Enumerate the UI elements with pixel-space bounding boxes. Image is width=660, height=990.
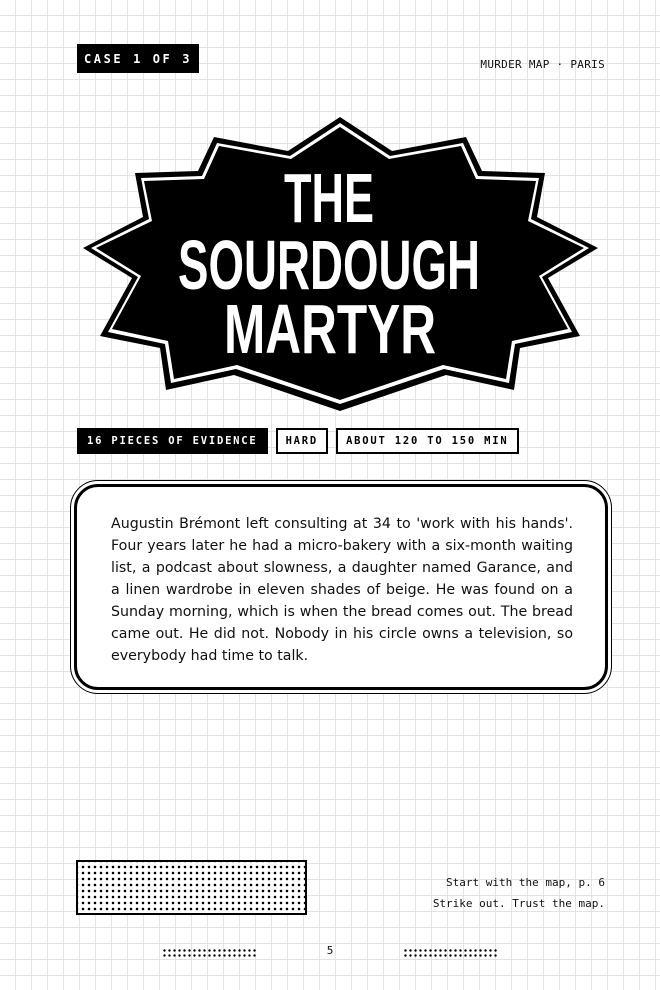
- halftone-dots-box: [76, 860, 307, 915]
- title-line-the: THE: [284, 159, 374, 237]
- case-summary-card: [70, 480, 612, 694]
- hint-start-with-map: Start with the map, p. 6: [446, 876, 605, 889]
- hint-block: [433, 872, 605, 914]
- case-summary-frame: [74, 484, 608, 690]
- difficulty-tag: HARD: [276, 428, 329, 454]
- title-burst: [82, 115, 602, 415]
- duration-tag: ABOUT 120 TO 150 MIN: [336, 428, 518, 454]
- case-badge: CASE 1 OF 3: [77, 44, 199, 73]
- page-number: 5: [326, 944, 334, 957]
- footer-dots-right: [403, 948, 499, 958]
- case-tags: [77, 428, 519, 454]
- title-line-sourdough: SOURDOUGH: [178, 226, 480, 304]
- evidence-count-tag: 16 PIECES OF EVIDENCE: [77, 428, 268, 454]
- hint-trust-the-map: Strike out. Trust the map.: [432, 897, 605, 910]
- series-label: MURDER MAP · PARIS: [480, 58, 605, 71]
- case-summary-text: Augustin Brémont left consulting at 34 to 'work with his hands'. Four years later he had a micro-bakery with a six-month waiting list, a podcast about slowness, a daughter named Garance, and a linen wardrobe in eleven shades of beige. He was found on a Sunday morning, which is when the bread comes out. The bread came out. He did not. Nobody in his circle owns a television, so everybody had time to talk.: [111, 516, 573, 664]
- title-line-martyr: MARTYR: [224, 290, 436, 368]
- footer-dots-left: [162, 948, 258, 958]
